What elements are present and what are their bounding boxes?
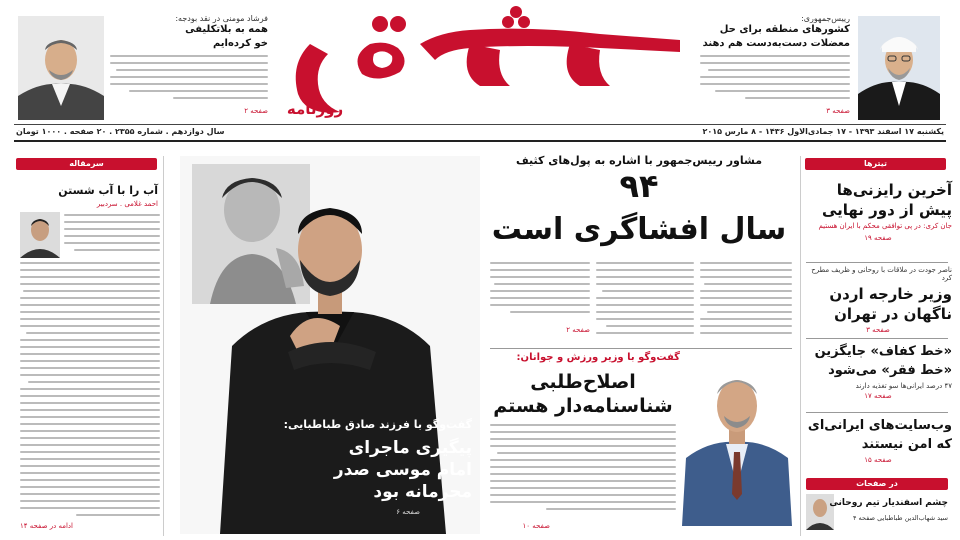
sport-kicker: گفت‌وگو با وزیر ورزش و جوانان: xyxy=(516,352,680,363)
masthead-rule-bottom xyxy=(14,140,946,142)
lead-number: ۹۴ xyxy=(619,167,659,205)
editorial-body-b xyxy=(20,262,160,518)
feature-photo[interactable] xyxy=(180,156,480,534)
sidebar-item[interactable] xyxy=(804,342,952,400)
top-left-kicker: فرشاد مومنی در نقد بودجه: xyxy=(175,14,268,23)
sidebar-item-sub: جان کری: در پی توافقی محکم با ایران هستیم xyxy=(818,222,952,230)
sidebar-item[interactable] xyxy=(804,180,952,242)
sidebar-item-sub: ۴۷ درصد ایرانی‌ها سو تغذیه دارند xyxy=(855,382,952,390)
top-right-page: صفحه ۳ xyxy=(826,107,850,115)
gudarzi-photo xyxy=(680,354,794,526)
editorial-author: احمد غلامی . سردبیر xyxy=(96,200,158,208)
sidebar-item-headline: «خط کفاف» جایگزین «خط فقر» می‌شود xyxy=(814,344,952,378)
sidebar-item-page: صفحه ۳ xyxy=(866,326,890,334)
sidebar-item-headline: وب‌سایت‌های ایرانی‌ای که امن نیستند xyxy=(807,418,952,452)
sidebar-item-page: صفحه ۱۷ xyxy=(864,392,892,400)
inside-pages-item[interactable] xyxy=(806,494,948,534)
feature-headline-1: پیگیری ماجرای xyxy=(348,438,472,458)
sidebar-item-page: صفحه ۱۹ xyxy=(864,234,892,242)
top-left-headline-2: خو کرده‌ایم xyxy=(212,38,268,49)
top-left-story xyxy=(110,14,268,115)
editorial-page: ادامه در صفحه ۱۴ xyxy=(20,522,73,530)
sidebar-divider xyxy=(806,338,948,339)
editorial-body-a xyxy=(64,214,160,258)
feature-kicker: گفت‌وگو با فرزند صادق طباطبایی: xyxy=(283,418,472,431)
sidebar-divider xyxy=(806,412,948,413)
sidebar-item[interactable] xyxy=(804,266,952,334)
feature-headline-2: امام موسی صدر xyxy=(333,460,472,480)
masthead-logo xyxy=(270,4,690,126)
sidebar-divider xyxy=(806,262,948,263)
feature-page: صفحه ۶ xyxy=(396,508,420,516)
inside-pages-headline: چشم اسفندیار تیم روحانی xyxy=(829,498,948,508)
top-left-headline: همه به بلاتکلیفی xyxy=(185,24,268,35)
top-right-kicker: رییس‌جمهوری: xyxy=(801,14,850,23)
gholami-photo xyxy=(20,212,60,258)
rouhani-photo xyxy=(858,16,940,120)
date-line: یکشنبه ۱۷ اسفند ۱۳۹۳ - ۱۷ جمادی‌الاول ۱۴۳۶ - ۸ مارس ۲۰۱۵ xyxy=(702,127,944,136)
sidebar-item-headline: وزیر خارجه اردن ناگهان در تهران xyxy=(829,285,952,323)
sidebar-item-page: صفحه ۱۵ xyxy=(864,456,892,464)
top-left-body xyxy=(110,55,268,107)
center-divider xyxy=(490,348,792,349)
sport-body xyxy=(490,424,676,520)
lead-body-col-1 xyxy=(700,262,792,344)
lead-headline: سال افشاگری است xyxy=(491,212,787,247)
top-right-story xyxy=(700,14,850,115)
inside-pages-title: در صفحات xyxy=(806,478,948,490)
sport-headline-2: شناسنامه‌دار هستم xyxy=(493,395,673,417)
sidebar-right-title: تیترها xyxy=(805,158,946,170)
top-left-page: صفحه ۲ xyxy=(244,107,268,115)
inside-pages-sub: سید شهاب‌الدین طباطبایی صفحه ۴ xyxy=(852,514,948,522)
sport-page: صفحه ۱۰ xyxy=(522,522,550,530)
top-right-headline: کشورهای منطقه برای حل xyxy=(719,24,850,35)
lead-page: صفحه ۲ xyxy=(566,326,590,334)
feature-headline-3: محرمانه بود xyxy=(373,482,472,502)
top-right-headline-2: معضلات دست‌به‌دست هم دهند xyxy=(702,38,850,49)
lead-kicker: مشاور رییس‌جمهور با اشاره به پول‌های کثیف xyxy=(515,154,763,167)
masthead-rule xyxy=(14,124,946,125)
lead-body-col-2 xyxy=(596,262,694,344)
momeni-photo xyxy=(18,16,104,120)
editorial-headline[interactable]: آب را با آب شستن xyxy=(58,184,158,197)
sidebar-item-kicker: ناصر جودت در ملاقات با روحانی و ظریف مطرح کرد xyxy=(811,266,952,282)
sidebar-item-headline: آخرین رایزنی‌ها پیش از دور نهایی xyxy=(821,181,952,219)
sidebar-item[interactable] xyxy=(804,416,952,464)
issue-line: سال دوازدهم . شماره ۲۳۵۵ . ۲۰ صفحه . ۱۰۰۰ تومان xyxy=(16,127,225,136)
masthead-logo-sub: روزنامه xyxy=(286,100,344,118)
sport-headline-1: اصلاح‌طلبی xyxy=(530,371,636,393)
lead-body-col-3 xyxy=(490,262,590,324)
top-right-body xyxy=(700,55,850,107)
editorial-title: سرمقاله xyxy=(16,158,157,170)
